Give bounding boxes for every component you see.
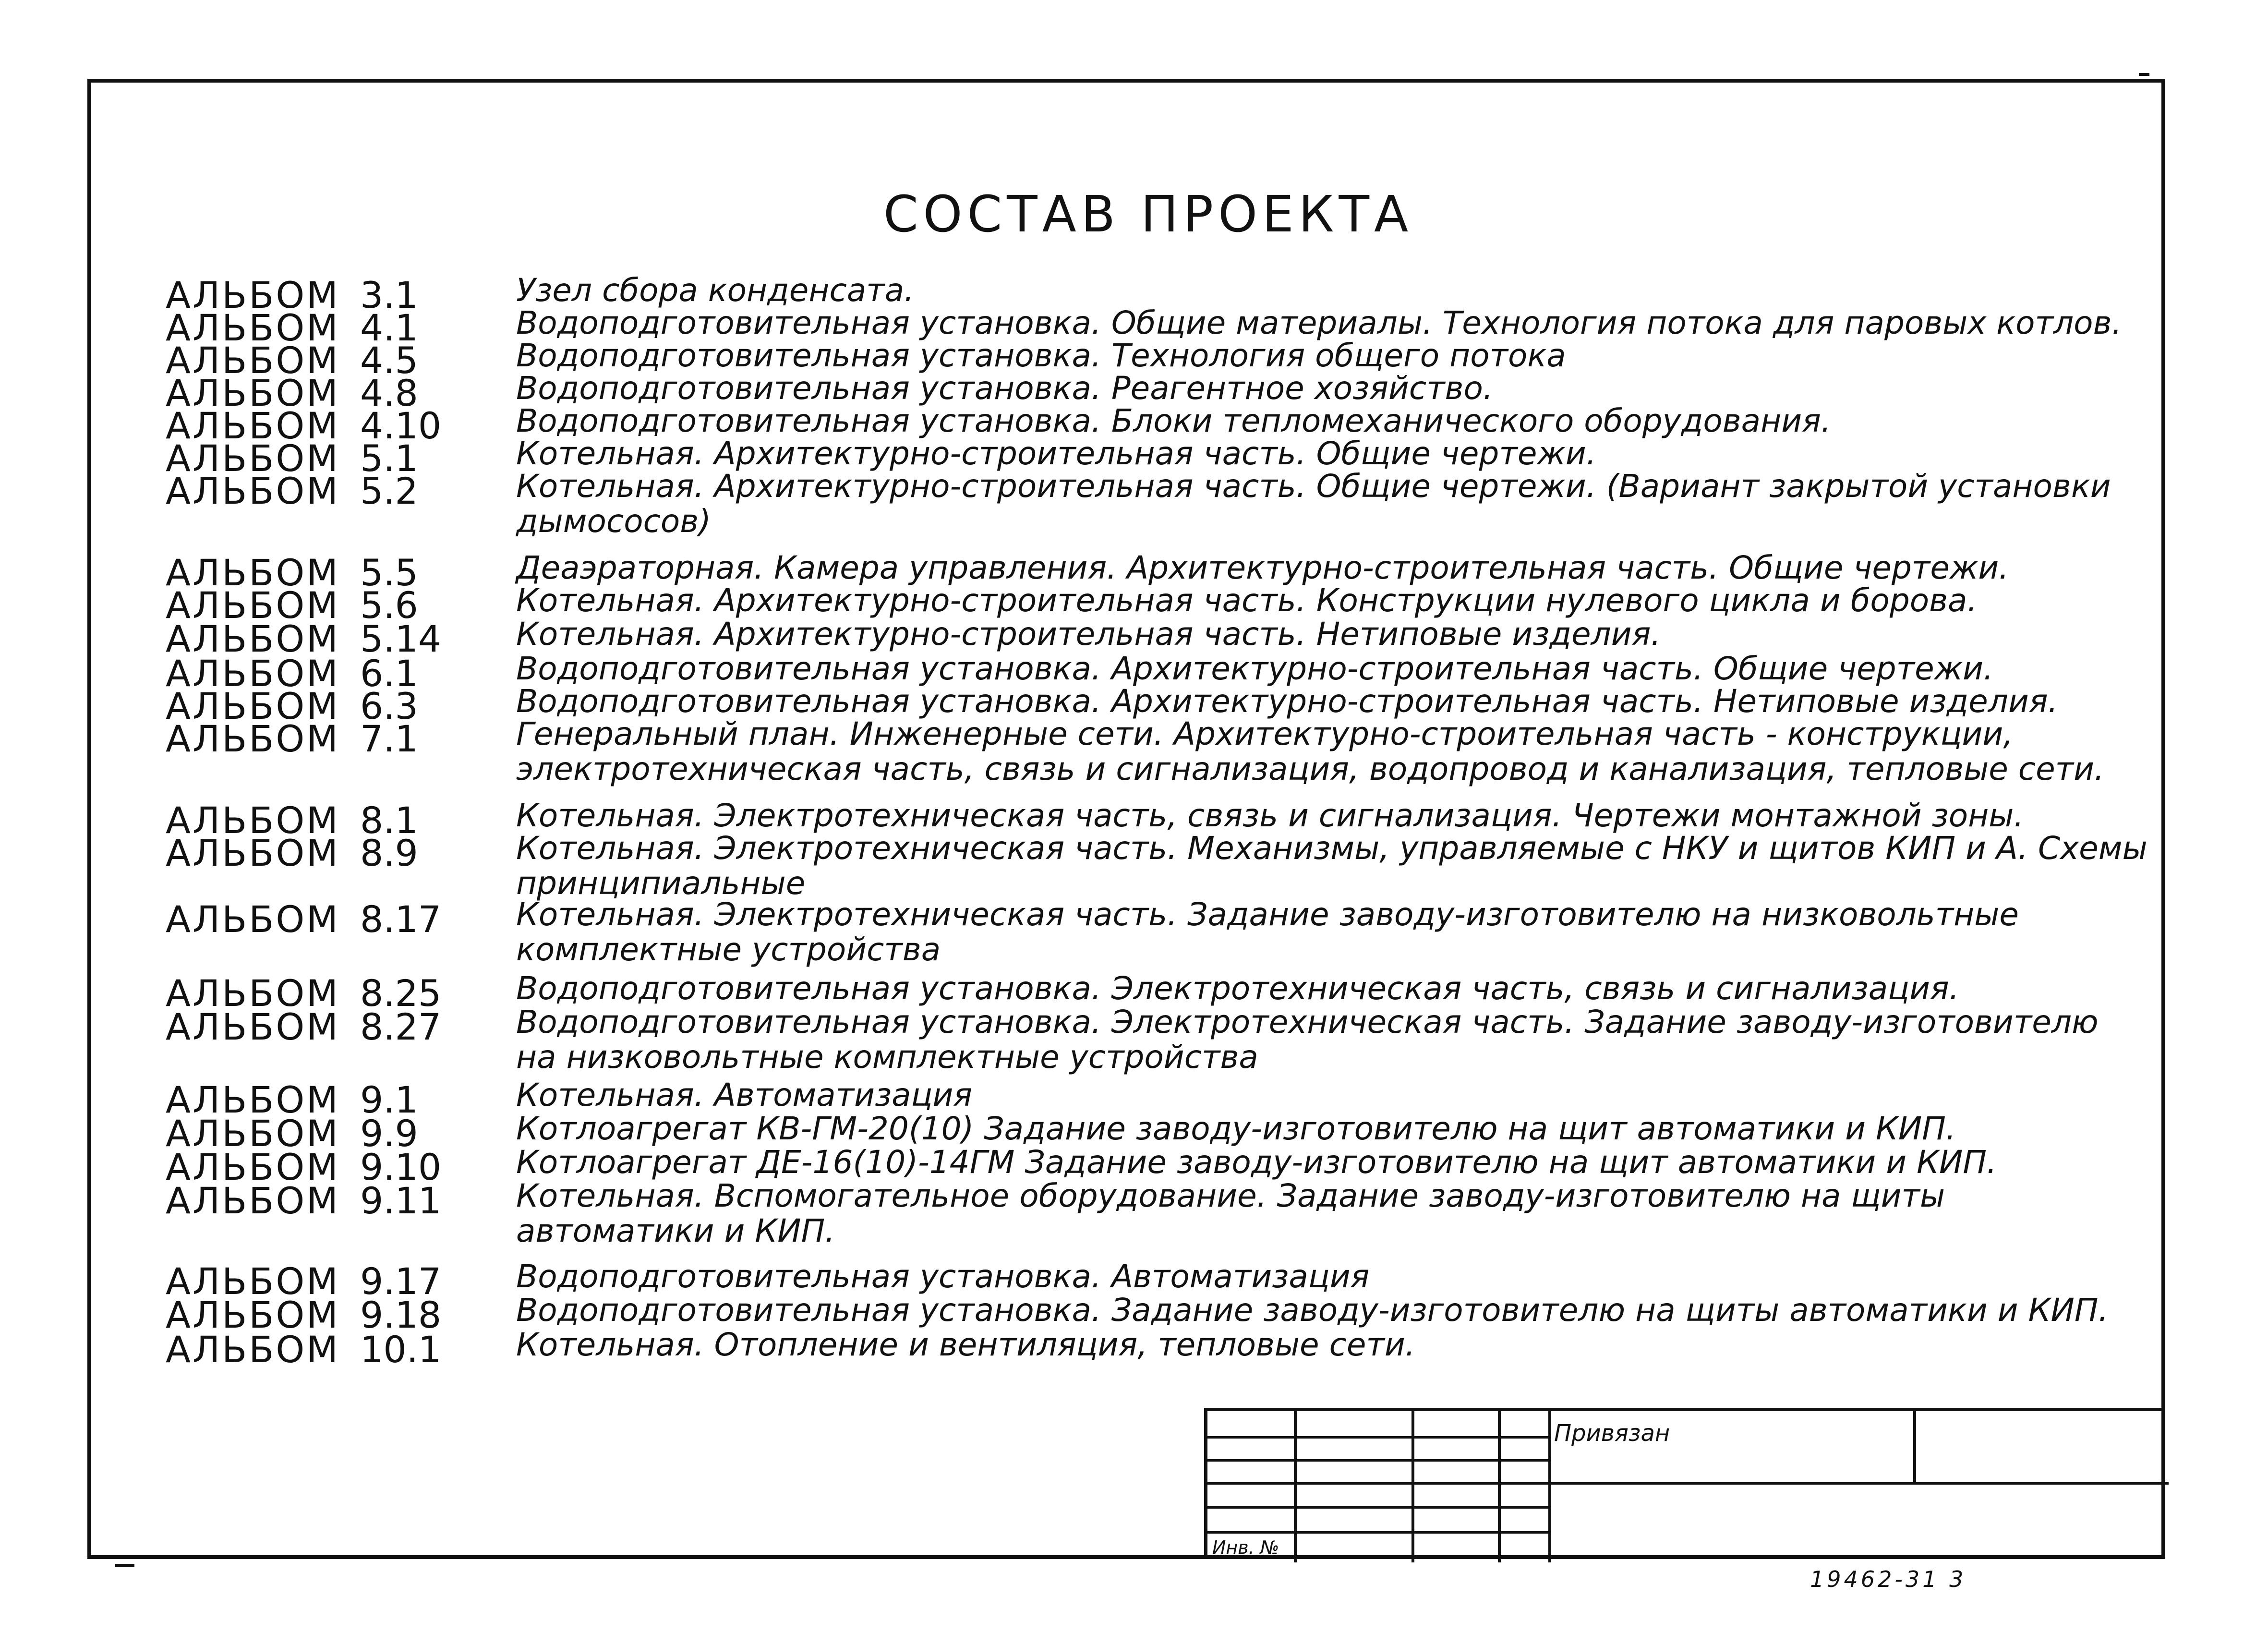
album-number: 4.8 bbox=[360, 372, 418, 414]
album-description: Генеральный план. Инженерные сети. Архитектурно-строительная часть - конструкции, электротехническая часть, связь и сигнализация, водопровод и канализация, тепловые сети. bbox=[516, 715, 2104, 787]
album-description: Котельная. Электротехническая часть. Механизмы, управляемые с НКУ и щитов КИП и А. Схемы принципиальные bbox=[516, 830, 2147, 902]
album-label: АЛЬБОМ bbox=[166, 1078, 340, 1121]
album-label: АЛЬБОМ bbox=[166, 470, 340, 512]
stamp-hline-4 bbox=[1207, 1506, 1548, 1509]
album-description: Котельная. Вспомогательное оборудование. Задание заводу-изготовителю на щиты автоматики и КИП. bbox=[516, 1177, 1945, 1249]
album-label: АЛЬБОМ bbox=[166, 898, 340, 941]
album-label: АЛЬБОМ bbox=[166, 1294, 340, 1336]
album-description: Котельная. Электротехническая часть. Задание заводу-изготовителю на низковольтные комплектные устройства bbox=[516, 896, 2019, 968]
album-label: АЛЬБОМ bbox=[166, 617, 340, 660]
album-number: 7.1 bbox=[360, 717, 418, 760]
album-number: 5.14 bbox=[360, 617, 442, 660]
album-label: АЛЬБОМ bbox=[166, 1260, 340, 1303]
stamp-vline-5 bbox=[1913, 1411, 1916, 1482]
album-description: Котельная. Архитектурно-строительная часть. Общие чертежи. (Вариант закрытой установки дымососов) bbox=[516, 468, 2111, 540]
stamp-inventory-label: Инв. № bbox=[1212, 1537, 1279, 1558]
album-description: Котельная. Отопление и вентиляция, тепловые сети. bbox=[516, 1326, 1415, 1363]
album-label: АЛЬБОМ bbox=[166, 1328, 340, 1371]
album-number: 5.6 bbox=[360, 584, 418, 627]
album-label: АЛЬБОМ bbox=[166, 652, 340, 695]
album-number: 5.5 bbox=[360, 551, 418, 594]
stamp-hline-3 bbox=[1207, 1482, 2169, 1485]
album-number: 3.1 bbox=[360, 274, 418, 316]
album-number: 8.25 bbox=[360, 972, 442, 1015]
album-number: 8.27 bbox=[360, 1005, 442, 1048]
album-label: АЛЬБОМ bbox=[166, 404, 340, 447]
stamp-vline-3 bbox=[1498, 1411, 1501, 1562]
album-description: Водоподготовительная установка. Архитектурно-строительная часть. Общие чертежи. bbox=[516, 650, 1994, 687]
album-description: Водоподготовительная установка. Блоки тепломеханического оборудования. bbox=[516, 402, 1831, 439]
title-block-stamp bbox=[1204, 1408, 2165, 1559]
stamp-hline-5 bbox=[1207, 1531, 1548, 1534]
album-description: Котельная. Архитектурно-строительная часть. Общие чертежи. bbox=[516, 435, 1596, 472]
album-label: АЛЬБОМ bbox=[166, 274, 340, 316]
album-label: АЛЬБОМ bbox=[166, 972, 340, 1015]
album-label: АЛЬБОМ bbox=[166, 717, 340, 760]
album-label: АЛЬБОМ bbox=[166, 551, 340, 594]
album-number: 9.9 bbox=[360, 1112, 418, 1155]
album-description: Водоподготовительная установка. Задание заводу-изготовителю на щиты автоматики и КИП. bbox=[516, 1292, 2109, 1329]
album-description: Водоподготовительная установка. Технология общего потока bbox=[516, 337, 1566, 374]
album-number: 9.1 bbox=[360, 1078, 418, 1121]
album-description: Котельная. Архитектурно-строительная часть. Нетиповые изделия. bbox=[516, 616, 1661, 653]
album-description: Водоподготовительная установка. Электротехническая часть. Задание заводу-изготовителю на низковольтные комплектные устройства bbox=[516, 1004, 2099, 1076]
stamp-privyazan-label: Привязан bbox=[1554, 1420, 1670, 1447]
album-description: Водоподготовительная установка. Автоматизация bbox=[516, 1258, 1370, 1295]
stamp-vline-1 bbox=[1294, 1411, 1297, 1562]
album-label: АЛЬБОМ bbox=[166, 372, 340, 414]
album-number: 9.11 bbox=[360, 1179, 442, 1222]
album-number: 4.5 bbox=[360, 339, 418, 382]
album-label: АЛЬБОМ bbox=[166, 339, 340, 382]
album-description: Водоподготовительная установка. Электротехническая часть, связь и сигнализация. bbox=[516, 970, 1959, 1007]
album-description: Узел сбора конденсата. bbox=[516, 272, 915, 309]
album-description: Котельная. Автоматизация bbox=[516, 1077, 973, 1113]
album-label: АЛЬБОМ bbox=[166, 437, 340, 480]
album-label: АЛЬБОМ bbox=[166, 1005, 340, 1048]
album-label: АЛЬБОМ bbox=[166, 832, 340, 874]
album-number: 4.1 bbox=[360, 306, 418, 349]
document-number: 19462-31 3 bbox=[1810, 1566, 1966, 1592]
album-number: 6.1 bbox=[360, 652, 418, 695]
stamp-hline-1 bbox=[1207, 1436, 1548, 1439]
album-label: АЛЬБОМ bbox=[166, 1179, 340, 1222]
corner-mark bbox=[115, 1564, 134, 1567]
album-label: АЛЬБОМ bbox=[166, 1146, 340, 1188]
album-description: Котельная. Электротехническая часть, связь и сигнализация. Чертежи монтажной зоны. bbox=[516, 797, 2024, 834]
album-label: АЛЬБОМ bbox=[166, 306, 340, 349]
album-description: Деаэраторная. Камера управления. Архитектурно-строительная часть. Общие чертежи. bbox=[516, 549, 2009, 586]
stamp-vline-2 bbox=[1411, 1411, 1414, 1562]
album-number: 6.3 bbox=[360, 685, 418, 727]
album-number: 8.9 bbox=[360, 832, 418, 874]
album-number: 4.10 bbox=[360, 404, 442, 447]
album-description: Котлоагрегат КВ-ГМ-20(10) Задание заводу-изготовителю на щит автоматики и КИП. bbox=[516, 1110, 1956, 1147]
album-label: АЛЬБОМ bbox=[166, 584, 340, 627]
album-number: 5.1 bbox=[360, 437, 418, 480]
album-number: 9.18 bbox=[360, 1294, 442, 1336]
album-number: 9.17 bbox=[360, 1260, 442, 1303]
page-title: СОСТАВ ПРОЕКТА bbox=[883, 185, 1413, 243]
album-description: Водоподготовительная установка. Архитектурно-строительная часть. Нетиповые изделия. bbox=[516, 683, 2058, 720]
album-label: АЛЬБОМ bbox=[166, 799, 340, 842]
album-number: 8.17 bbox=[360, 898, 442, 941]
album-number: 5.2 bbox=[360, 470, 418, 512]
album-description: Котлоагрегат ДЕ-16(10)-14ГМ Задание заводу-изготовителю на щит автоматики и КИП. bbox=[516, 1144, 1997, 1181]
album-description: Котельная. Архитектурно-строительная часть. Конструкции нулевого цикла и борова. bbox=[516, 582, 1978, 619]
corner-mark bbox=[2139, 73, 2149, 76]
album-description: Водоподготовительная установка. Общие материалы. Технология потока для паровых котлов. bbox=[516, 304, 2122, 341]
album-number: 10.1 bbox=[360, 1328, 442, 1371]
album-number: 9.10 bbox=[360, 1146, 442, 1188]
album-label: АЛЬБОМ bbox=[166, 1112, 340, 1155]
stamp-vline-4 bbox=[1548, 1411, 1551, 1562]
album-label: АЛЬБОМ bbox=[166, 685, 340, 727]
album-description: Водоподготовительная установка. Реагентное хозяйство. bbox=[516, 370, 1493, 407]
album-number: 8.1 bbox=[360, 799, 418, 842]
stamp-hline-2 bbox=[1207, 1459, 1548, 1462]
